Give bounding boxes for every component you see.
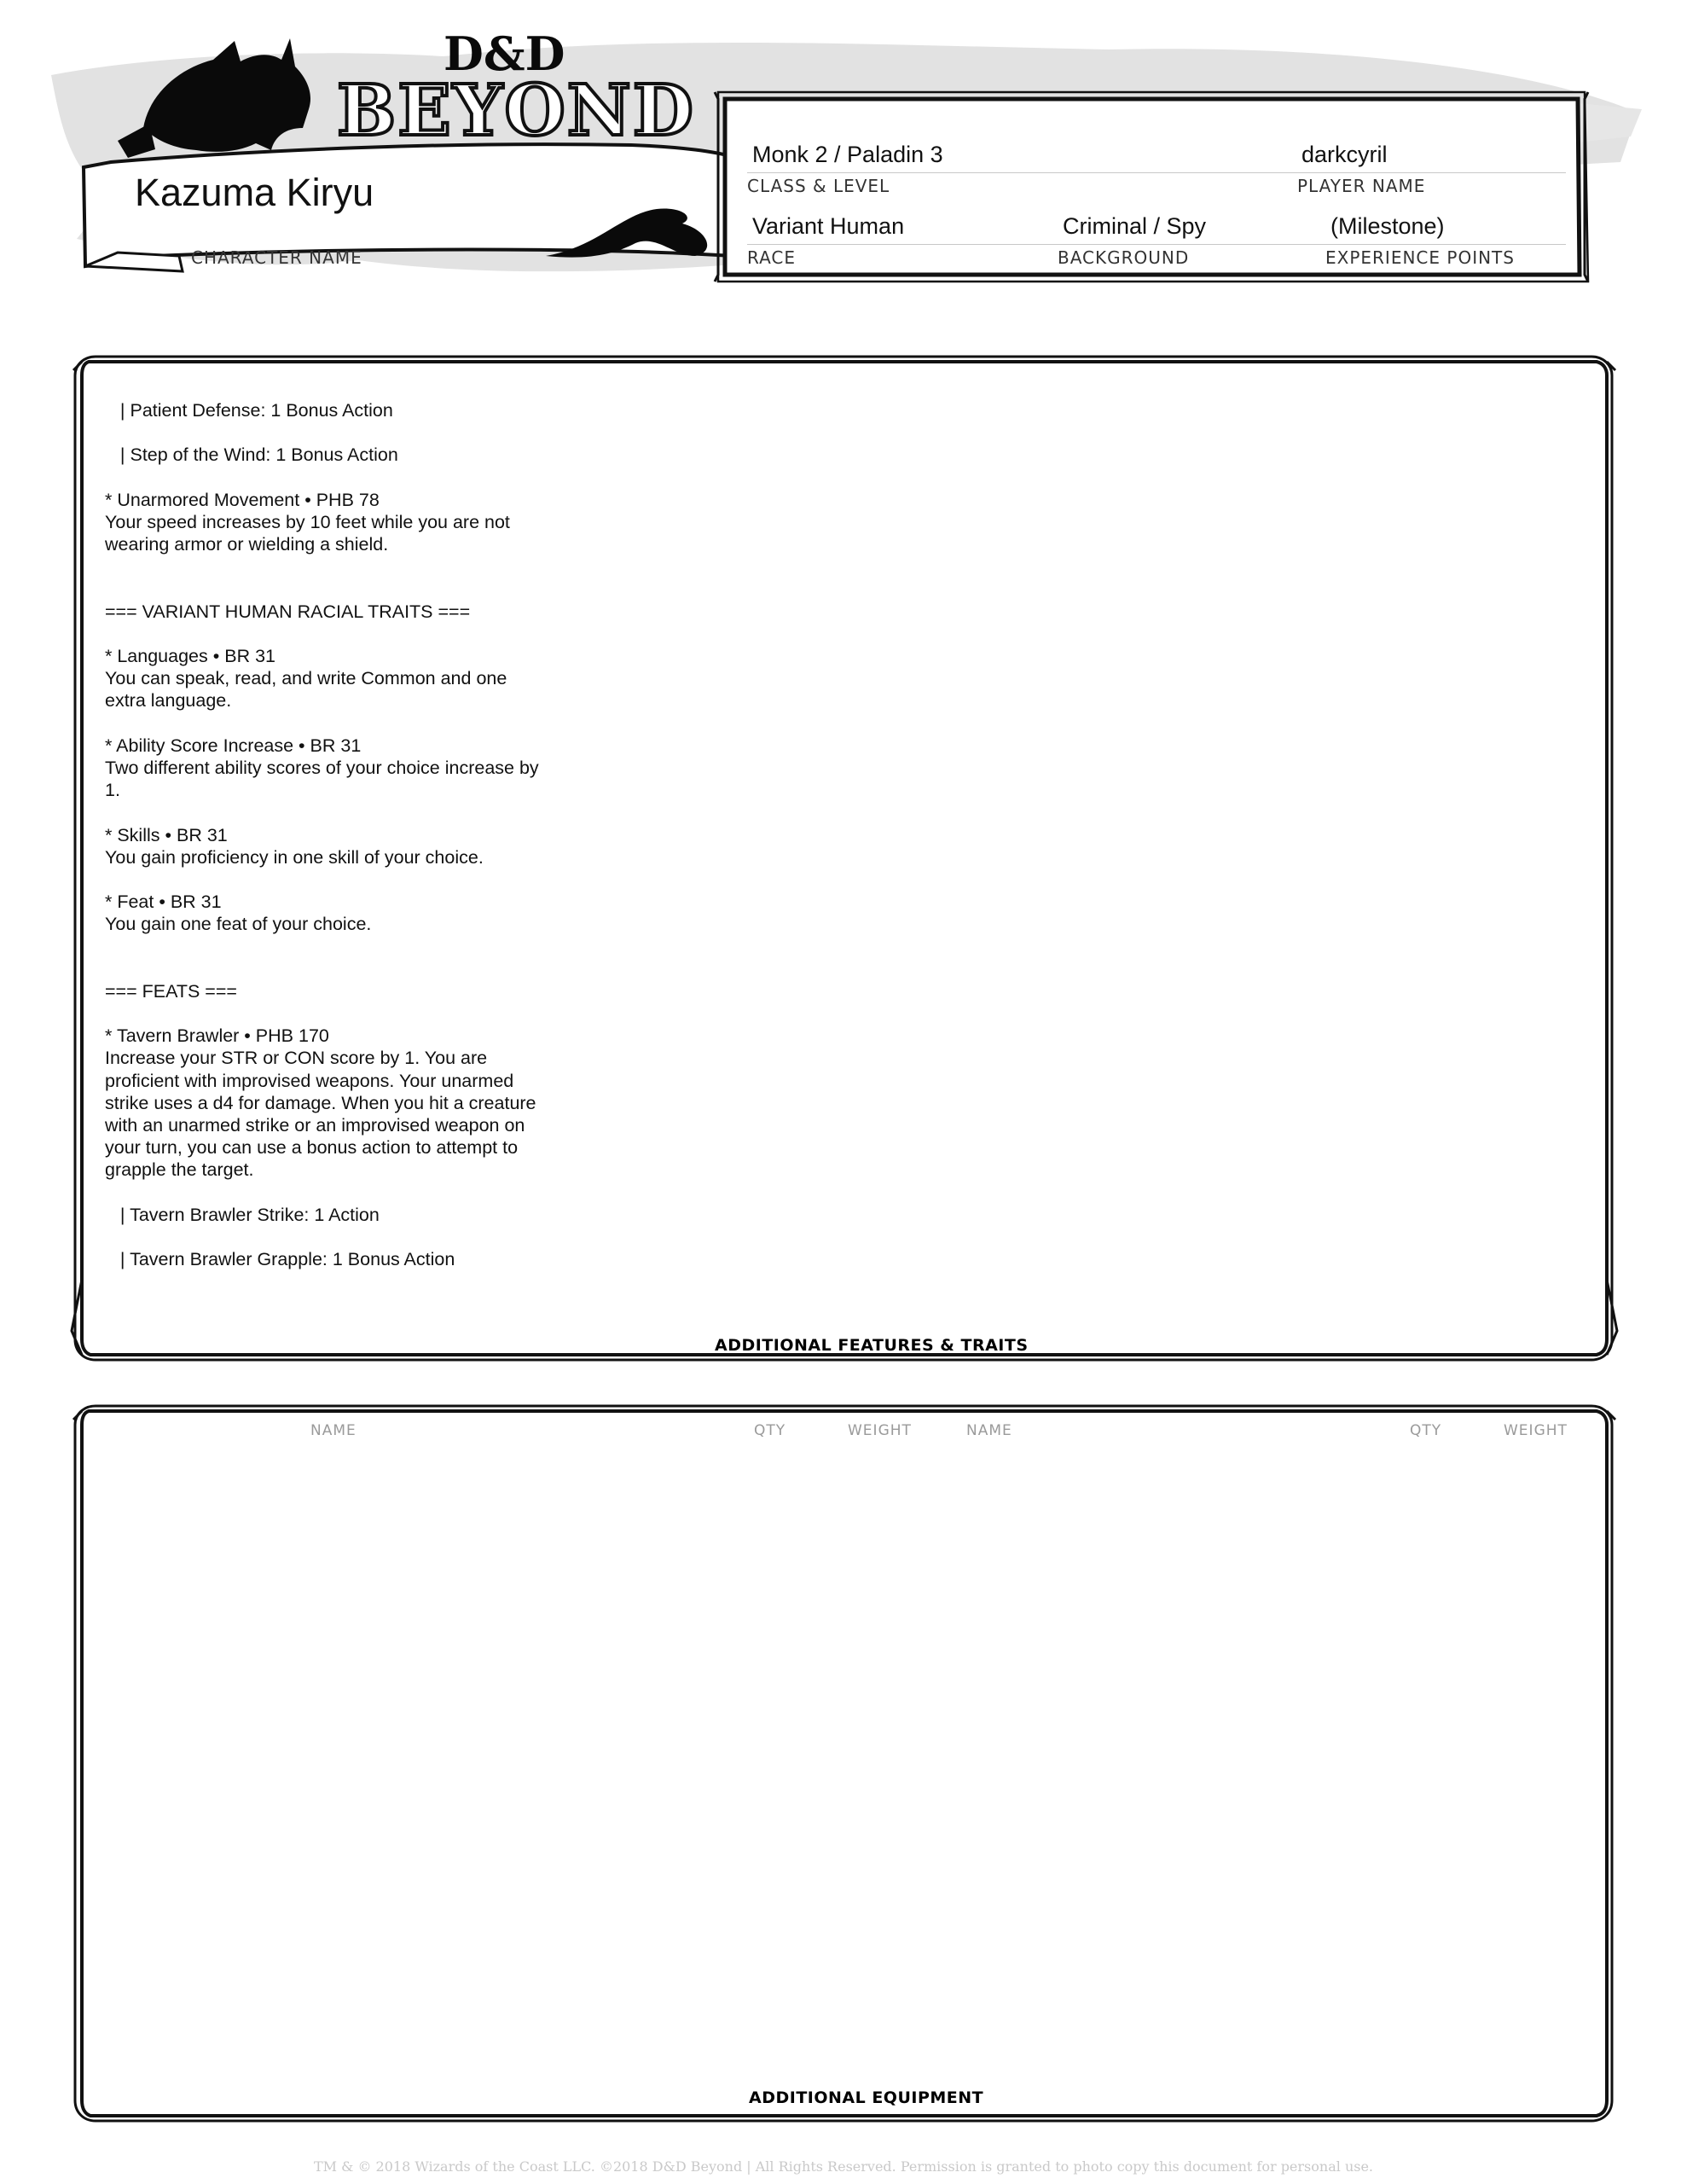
- equipment-panel-outer: [75, 1406, 1612, 2121]
- background-label: BACKGROUND: [1058, 247, 1190, 268]
- features-traits-text[interactable]: [105, 399, 583, 1270]
- features-text-line: [105, 1002, 583, 1025]
- features-text-line: [105, 801, 583, 823]
- features-text-line: * Unarmored Movement • PHB 78: [105, 489, 380, 510]
- class-level-label: CLASS & LEVEL: [747, 176, 890, 196]
- features-text-line: * Skills • BR 31: [105, 824, 228, 845]
- equipment-col-name-left: NAME: [310, 1422, 357, 1439]
- features-text-line: strike uses a d4 for damage. When you hit a creature: [105, 1092, 536, 1113]
- features-text-line: [105, 421, 583, 444]
- features-text-line: your turn, you can use a bonus action to attempt to: [105, 1137, 519, 1159]
- features-text-line: Two different ability scores of your choice increase by: [105, 758, 539, 778]
- features-text-line: You gain proficiency in one skill of your choice.: [105, 846, 484, 868]
- info-divider-bottom: [747, 244, 1566, 245]
- equipment-col-name-right: NAME: [966, 1422, 1012, 1439]
- features-text-line: === VARIANT HUMAN RACIAL TRAITS ===: [105, 601, 471, 622]
- copyright-footer: TM & © 2018 Wizards of the Coast LLC. ©2018 D&D Beyond | All Rights Reserved. Permission is granted to photo copy this document for personal use.: [313, 2158, 1374, 2175]
- features-text-line: | Step of the Wind: 1 Bonus Action: [105, 444, 398, 466]
- equipment-panel-inner: [82, 1411, 1607, 2116]
- features-text-line: [105, 578, 583, 601]
- features-text-line: * Tavern Brawler • PHB 170: [105, 1025, 329, 1047]
- features-text-line: | Tavern Brawler Grapple: 1 Bonus Action: [105, 1249, 455, 1270]
- features-text-line: [105, 1226, 583, 1248]
- character-name[interactable]: Kazuma Kiryu: [135, 171, 374, 214]
- character-name-label: CHARACTER NAME: [191, 247, 362, 268]
- features-text-line: | Patient Defense: 1 Bonus Action: [105, 400, 393, 421]
- features-text-line: You can speak, read, and write Common and one: [105, 668, 507, 689]
- features-text-line: Your speed increases by 10 feet while you are not: [105, 511, 510, 532]
- features-text-line: [105, 712, 583, 735]
- background-value[interactable]: Criminal / Spy: [1063, 213, 1207, 239]
- features-text-line: [105, 555, 583, 578]
- features-text-line: | Tavern Brawler Strike: 1 Action: [105, 1204, 380, 1225]
- logo-beyond: BEYOND: [337, 70, 695, 152]
- features-text-line: proficient with improvised weapons. Your unarmed: [105, 1070, 514, 1091]
- features-text-line: wearing armor or wielding a shield.: [105, 534, 389, 555]
- equipment-col-weight-right: WEIGHT: [1504, 1422, 1568, 1439]
- equipment-panel-caption: ADDITIONAL EQUIPMENT: [749, 2088, 984, 2107]
- logo-dnd: D&D: [443, 26, 565, 81]
- experience-value[interactable]: (Milestone): [1330, 213, 1445, 239]
- features-text-line: [105, 623, 583, 645]
- features-text-line: extra language.: [105, 690, 232, 712]
- race-label: RACE: [747, 247, 797, 268]
- features-text-line: with an unarmed strike or an improvised weapon on: [105, 1115, 525, 1136]
- features-text-line: [105, 936, 583, 958]
- features-text-line: 1.: [105, 780, 120, 801]
- race-value[interactable]: Variant Human: [752, 213, 905, 239]
- features-text-line: * Feat • BR 31: [105, 892, 222, 913]
- features-text-line: * Languages • BR 31: [105, 646, 275, 667]
- features-text-line: You gain one feat of your choice.: [105, 914, 372, 935]
- features-text-line: [105, 958, 583, 980]
- features-text-line: === FEATS ===: [105, 980, 237, 1002]
- equipment-col-weight-left: WEIGHT: [848, 1422, 912, 1439]
- features-text-line: [105, 1182, 583, 1204]
- features-text-line: Increase your STR or CON score by 1. You are: [105, 1048, 488, 1069]
- features-text-line: * Ability Score Increase • BR 31: [105, 735, 362, 756]
- info-divider-top: [747, 172, 1566, 173]
- player-name-label: PLAYER NAME: [1297, 176, 1426, 196]
- features-text-line: [105, 467, 583, 489]
- features-text-line: [105, 868, 583, 891]
- player-name-value[interactable]: darkcyril: [1301, 142, 1388, 167]
- features-text-line: grapple the target.: [105, 1159, 254, 1181]
- features-panel-caption: ADDITIONAL FEATURES & TRAITS: [715, 1336, 1029, 1355]
- equipment-col-qty-left: QTY: [754, 1422, 786, 1439]
- equipment-col-qty-right: QTY: [1410, 1422, 1442, 1439]
- experience-label: EXPERIENCE POINTS: [1325, 247, 1515, 268]
- class-level-value[interactable]: Monk 2 / Paladin 3: [752, 142, 943, 167]
